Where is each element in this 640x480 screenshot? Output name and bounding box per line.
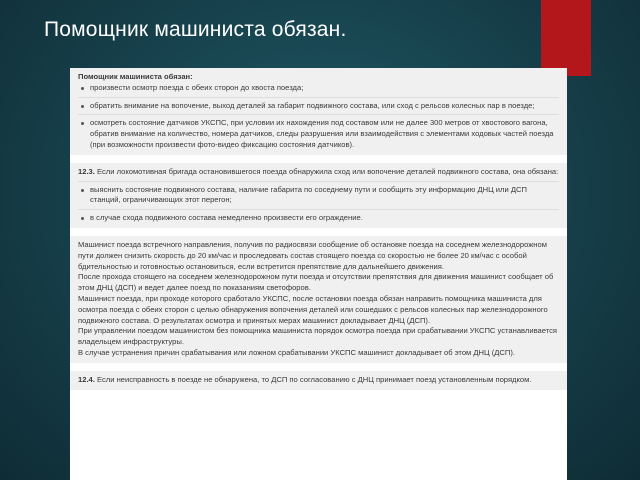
section-number: 12.4. [78,374,95,384]
section-12-3 [70,163,567,228]
paragraph: Машинист поезда встречного направления, получив по радиосвязи сообщение об остановке поезда на соседнем железнодорожном пути должен снизить скорость до 20 км/час и проследовать состав стоящего поезда со скоростью не более 20 км/час с особой бдительностью и готовностью остановиться, если встретится препятствие для дальнейшего движения. [78,239,547,271]
section-12-4 [70,371,567,390]
list-item: обратить внимание на вопочение, выход деталей за габарит подвижного состава, или сход с рельсов колесных пар в поезде; [78,101,559,112]
list-item: осмотреть состояние датчиков УКСПС, при условии их нахождения под составом или не далее 300 метров от хвостового вагона, обратив внимание на количество, номера датчиков, следы разрушения или взаимодействия с элементами ходовых частей поезда (при возможности произвести фото-видео фиксацию состояния датчиков). [78,118,559,150]
decorative-red-tab [541,0,591,76]
paragraph: После прохода стоящего на соседнем железнодорожном пути поезда и отсутствии препятствия для движения машинист сообщает об этом ДНЦ (ДСП) и ведет далее поезд по показаниям светофоров. [78,272,554,293]
list-item: выяснить состояние подвижного состава, наличие габарита по соседнему пути и сообщить эту информацию ДНЦ или ДСП станций, ограничивающих этот перегон; [78,185,559,207]
list-item: произвести осмотр поезда с обеих сторон до хвоста поезда; [78,83,559,94]
divider [78,97,559,98]
oncoming-train-block [70,236,567,363]
section-number: 12.3. [78,166,95,176]
divider [78,181,559,182]
document-image [70,68,567,480]
section-12-3-intro [78,167,559,178]
duties-heading: Помощник машиниста обязан: [78,72,193,81]
section-12-4-text [78,375,559,386]
divider [78,209,559,210]
section-body-text: Если неисправность в поезде не обнаружена, то ДСП по согласованию с ДНЦ принимает поезд установленным порядком. [97,374,532,384]
paragraph: При управлении поездом машинистом без помощника машиниста порядок осмотра поезда при срабатывании УКСПС устанавливается владельцем инфраструктуры. [78,326,558,347]
list-item: в случае схода подвижного состава немедленно произвести его ограждение. [78,213,559,224]
duties-block [70,68,567,155]
slide-title: Помощник машиниста обязан. [44,18,347,41]
paragraph: Машинист поезда, при проходе которого сработало УКСПС, после остановки поезда обязан направить помощника машиниста для осмотра поезда с обеих сторон с целью обнаружения вопочения деталей или сошедших с рельсов колесных пар железнодорожного подвижного состава. О результатах осмотра и принятых мерах машинист докладывает ДНЦ (ДСП). [78,293,548,325]
paragraph: В случае устранения причин срабатывания или ложном срабатывании УКСПС машинист докладывает об этом ДНЦ (ДСП). [78,347,515,357]
divider [78,114,559,115]
section-intro-text: Если локомотивная бригада остановившегося поезда обнаружила сход или вопочение деталей подвижного состава, она обязана: [97,166,559,176]
